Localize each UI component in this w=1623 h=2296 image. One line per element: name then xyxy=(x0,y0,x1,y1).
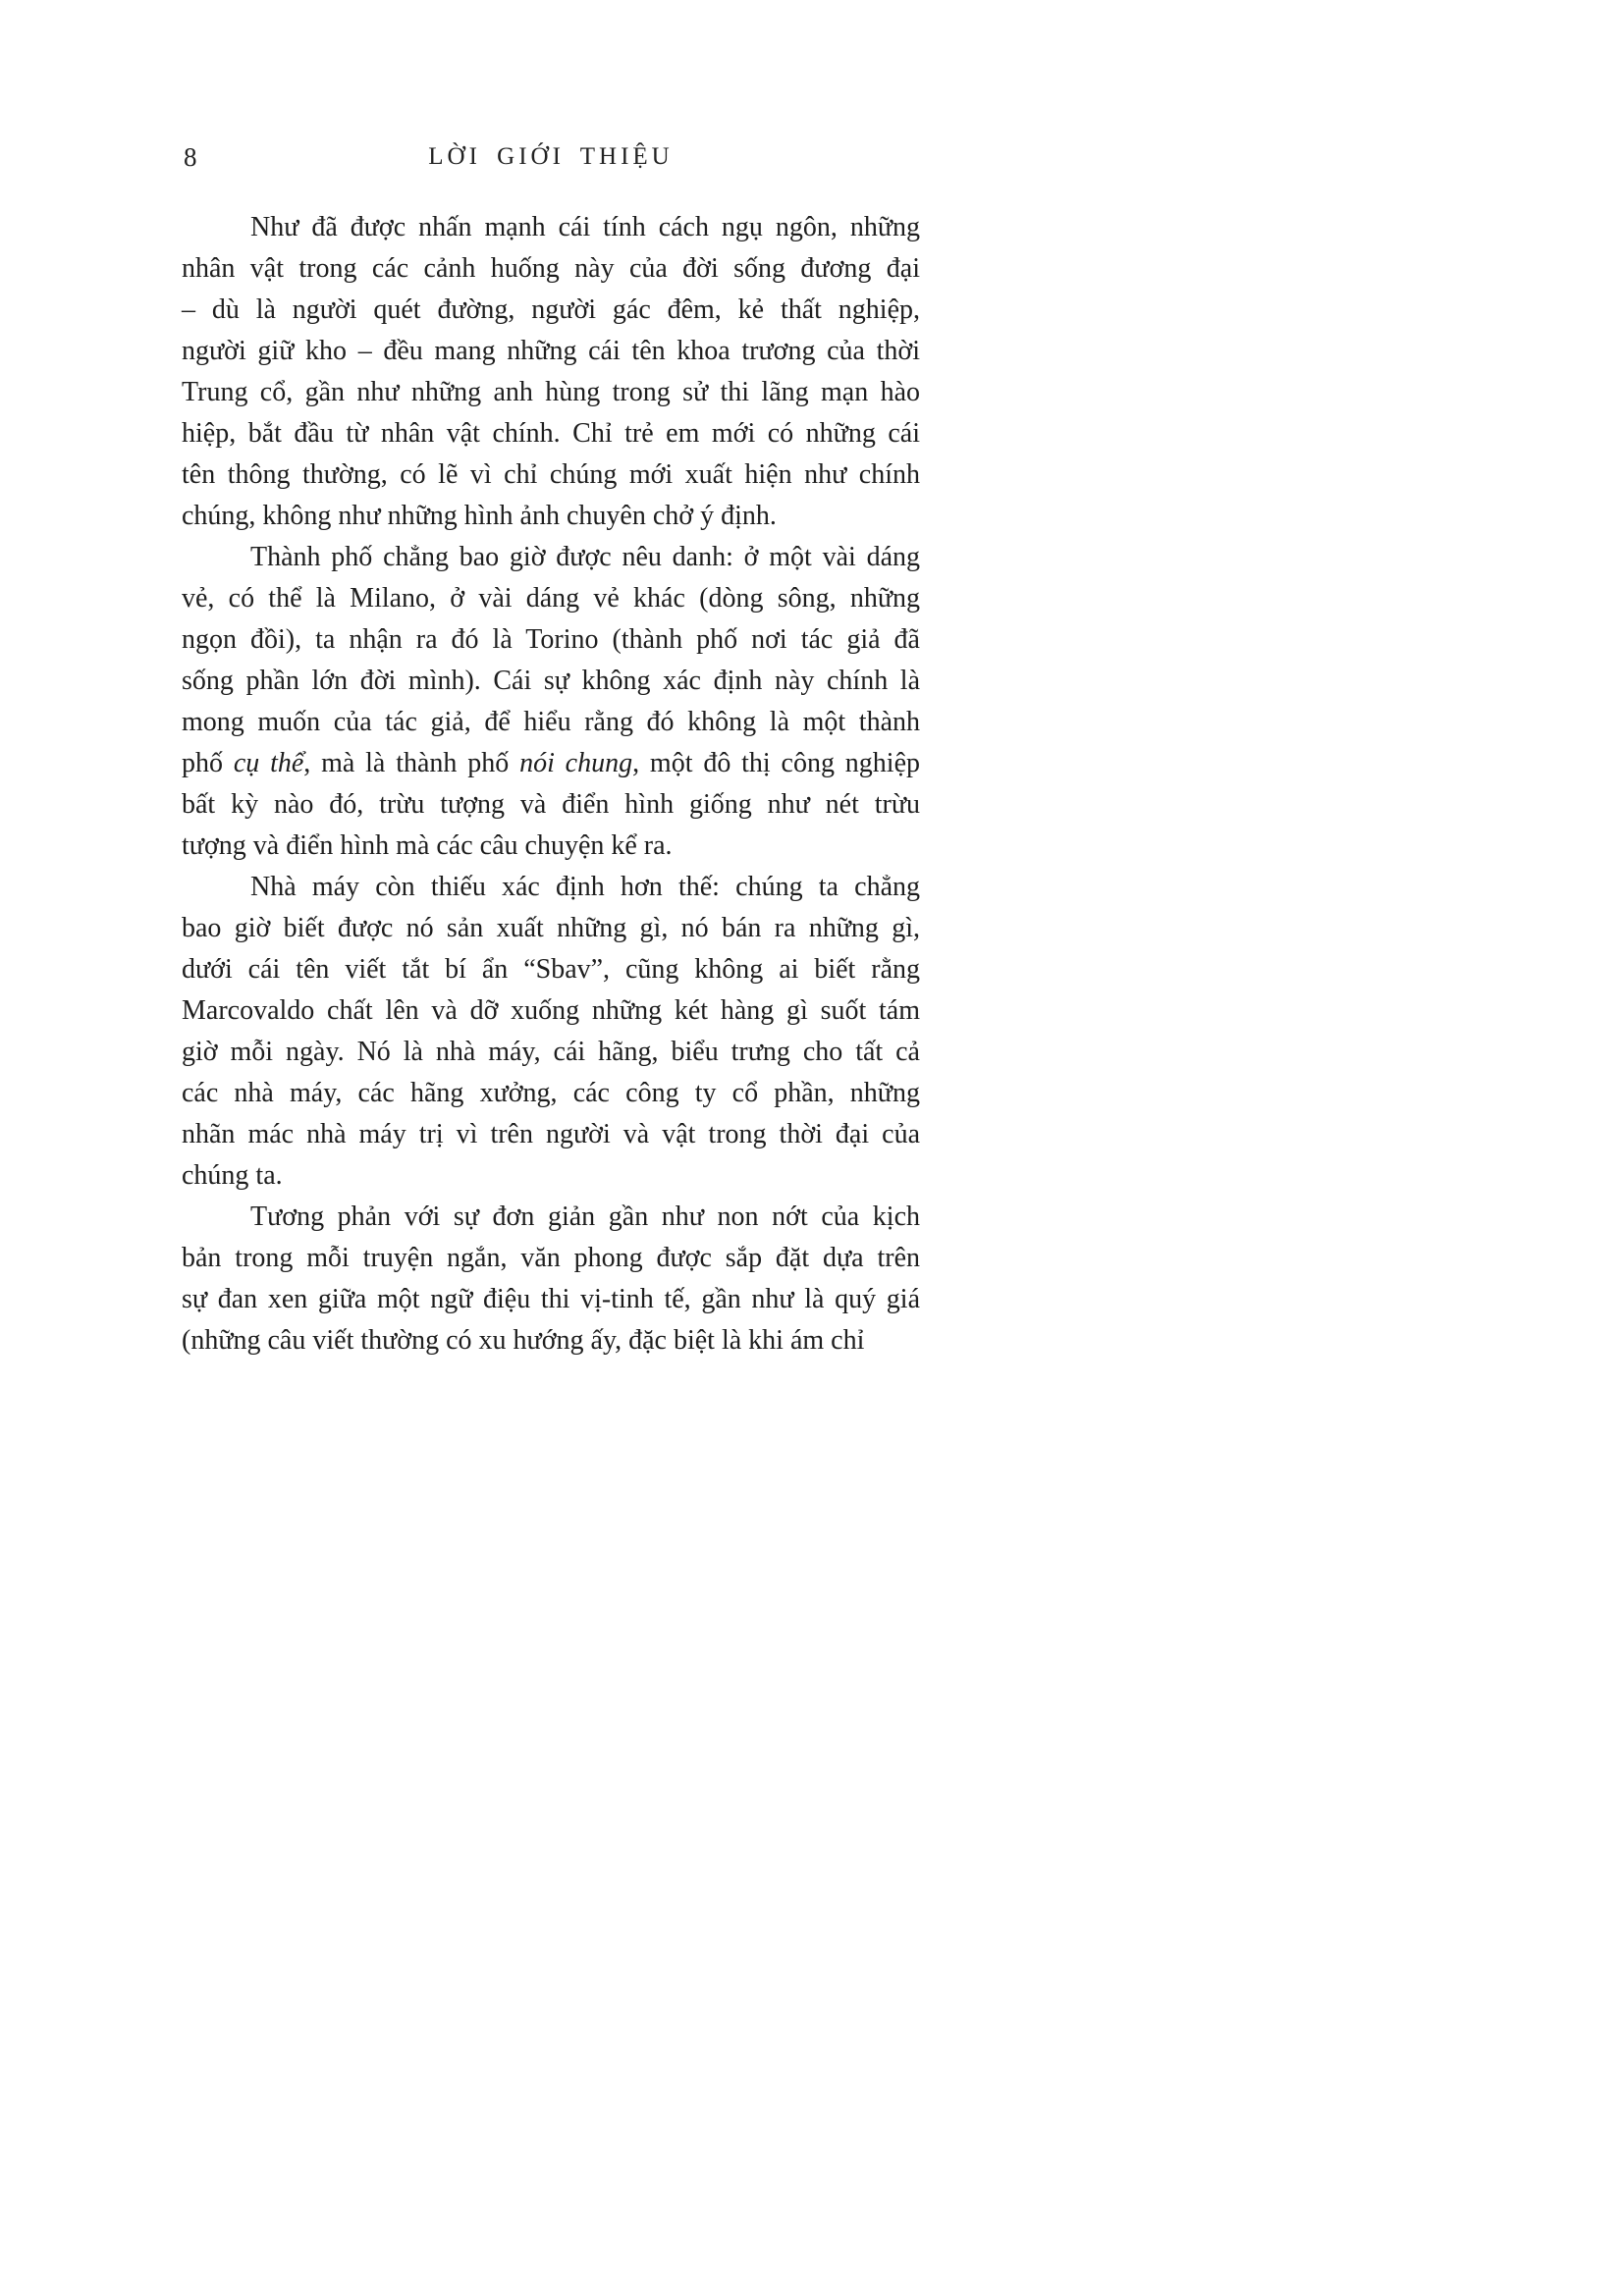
text-segment: các nhà máy, các hãng xưởng, các công ty cổ phần, những xyxy=(182,1078,920,1108)
page-number: 8 xyxy=(184,142,197,172)
text-segment: Trung cổ, gần như những anh hùng trong sử thi lãng mạn hào xyxy=(182,377,920,407)
text-line xyxy=(182,1114,920,1155)
italic-text: nói chung xyxy=(519,748,633,778)
text-line xyxy=(182,454,920,496)
text-line xyxy=(182,1155,920,1197)
text-line xyxy=(182,949,920,990)
text-line xyxy=(182,248,920,290)
text-line xyxy=(182,702,920,743)
text-segment: (những câu viết thường có xu hướng ấy, đặc biệt là khi ám chỉ xyxy=(182,1325,865,1356)
paragraph xyxy=(182,207,920,537)
text-segment: dưới cái tên viết tắt bí ẩn “Sbav”, cũng không ai biết rằng xyxy=(182,954,920,985)
text-segment: sống phần lớn đời mình). Cái sự không xác định này chính là xyxy=(182,666,920,696)
body-text xyxy=(182,207,920,1362)
text-segment: – dù là người quét đường, người gác đêm, kẻ thất nghiệp, xyxy=(182,294,920,325)
text-line xyxy=(182,908,920,949)
text-line xyxy=(182,290,920,331)
text-line xyxy=(182,867,920,908)
page-header-title: LỜI GIỚI THIỆU xyxy=(428,143,674,170)
text-segment: bản trong mỗi truyện ngắn, văn phong được sắp đặt dựa trên xyxy=(182,1243,920,1273)
text-line xyxy=(182,1238,920,1279)
text-segment: Marcovaldo chất lên và dỡ xuống những két hàng gì suốt tám xyxy=(182,995,920,1026)
text-segment: phố xyxy=(182,748,234,778)
text-segment: nhân vật trong các cảnh huống này của đời sống đương đại xyxy=(182,253,920,284)
text-segment: Nhà máy còn thiếu xác định hơn thế: chúng ta chẳng xyxy=(250,872,920,902)
text-line xyxy=(182,372,920,413)
text-line xyxy=(182,207,920,248)
text-segment: bất kỳ nào đó, trừu tượng và điển hình giống như nét trừu xyxy=(182,789,920,820)
text-line xyxy=(182,496,920,537)
text-line xyxy=(182,331,920,372)
text-segment: hiệp, bắt đầu từ nhân vật chính. Chỉ trẻ em mới có những cái xyxy=(182,418,920,449)
text-segment: giờ mỗi ngày. Nó là nhà máy, cái hãng, biểu trưng cho tất cả xyxy=(182,1037,920,1067)
text-line xyxy=(182,537,920,578)
text-segment: Thành phố chẳng bao giờ được nêu danh: ở một vài dáng xyxy=(250,542,920,572)
text-line xyxy=(182,990,920,1032)
paragraph xyxy=(182,1197,920,1362)
text-line xyxy=(182,826,920,867)
text-segment: ngọn đồi), ta nhận ra đó là Torino (thành phố nơi tác giả đã xyxy=(182,624,920,655)
text-line xyxy=(182,743,920,784)
text-segment: chúng ta. xyxy=(182,1160,283,1191)
text-line xyxy=(182,413,920,454)
text-segment: Như đã được nhấn mạnh cái tính cách ngụ ngôn, những xyxy=(250,212,920,242)
text-segment: vẻ, có thể là Milano, ở vài dáng vẻ khác (dòng sông, những xyxy=(182,583,920,614)
text-line xyxy=(182,661,920,702)
text-segment: tên thông thường, có lẽ vì chỉ chúng mới xuất hiện như chính xyxy=(182,459,920,490)
text-segment: , mà là thành phố xyxy=(303,748,520,778)
text-line xyxy=(182,1197,920,1238)
text-line xyxy=(182,619,920,661)
text-block xyxy=(182,140,920,1362)
text-segment: bao giờ biết được nó sản xuất những gì, nó bán ra những gì, xyxy=(182,913,920,943)
italic-text: cụ thể xyxy=(233,748,304,778)
text-line xyxy=(182,1279,920,1320)
text-segment: sự đan xen giữa một ngữ điệu thi vị-tinh tế, gần như là quý giá xyxy=(182,1284,920,1314)
paragraph xyxy=(182,537,920,867)
text-line xyxy=(182,1320,920,1362)
text-segment: Tương phản với sự đơn giản gần như non nớt của kịch xyxy=(250,1201,920,1232)
page-header xyxy=(182,140,920,174)
paragraph xyxy=(182,867,920,1197)
text-line xyxy=(182,578,920,619)
text-segment: người giữ kho – đều mang những cái tên khoa trương của thời xyxy=(182,336,920,366)
text-segment: chúng, không như những hình ảnh chuyên chở ý định. xyxy=(182,501,777,531)
text-segment: tượng và điển hình mà các câu chuyện kể ra. xyxy=(182,830,673,861)
text-line xyxy=(182,1032,920,1073)
text-segment: nhãn mác nhà máy trị vì trên người và vật trong thời đại của xyxy=(182,1119,920,1149)
text-line xyxy=(182,784,920,826)
text-segment: mong muốn của tác giả, để hiểu rằng đó không là một thành xyxy=(182,707,920,737)
text-line xyxy=(182,1073,920,1114)
text-segment: , một đô thị công nghiệp xyxy=(632,748,920,778)
